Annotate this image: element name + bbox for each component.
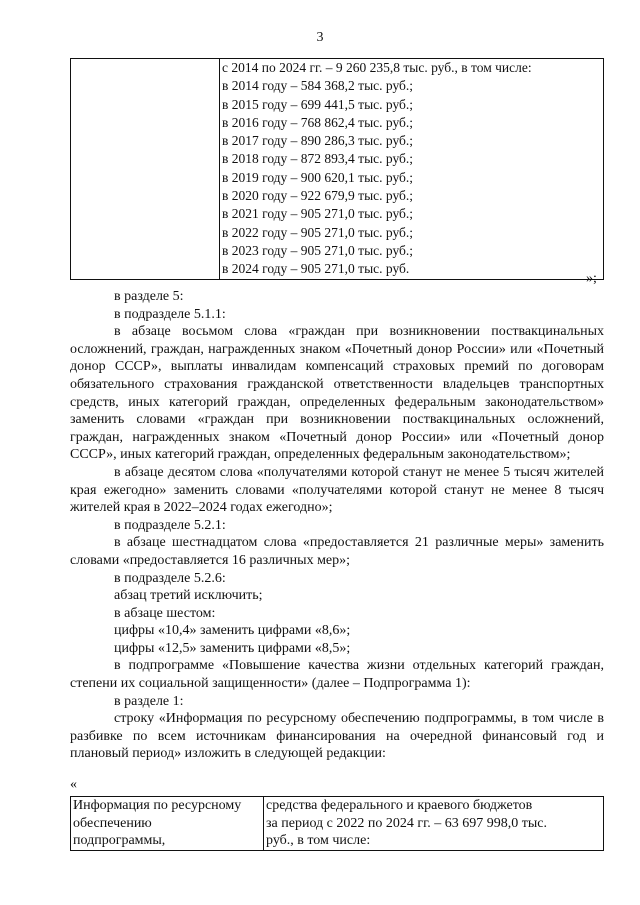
cell-line: Информация по ресурсному xyxy=(73,798,242,813)
paragraph: абзац третий исключить; xyxy=(114,588,263,604)
financing-year-line: в 2024 году – 905 271,0 тыс. руб. xyxy=(222,261,410,277)
paragraph: в абзаце восьмом слова «граждан при возникновении поствакцинальных осложнений, граждан, награжденных знаком «Почетный донор России» или «Почетный донор СССР», выплаты инвалидам компенсаций страховых премий по договорам обязательного страхования гражданской ответственности владельцев транспортных средств, иных категорий граждан, определенных федеральным законодательством» заменить словами «граждан при возникновении поствакцинальных осложнений, граждан, награжденных знаком «Почетный донор России» или «Почетный донор СССР», иных категорий граждан, определенных федеральным законодательством»; xyxy=(70,324,604,463)
financing-year-line: в 2023 году – 905 271,0 тыс. руб.; xyxy=(222,242,414,258)
paragraph: цифры «10,4» заменить цифрами «8,6»; xyxy=(114,623,351,639)
paragraph: в подразделе 5.1.1: xyxy=(114,306,226,322)
page-number: 3 xyxy=(316,30,324,45)
paragraph: в подпрограмме «Повышение качества жизни отдельных категорий граждан, степени их социальной защищенности» (далее – Подпрограмма 1): xyxy=(70,658,604,692)
financing-year-line: в 2018 году – 872 893,4 тыс. руб.; xyxy=(222,151,414,167)
financing-year-line: в 2022 году – 905 271,0 тыс. руб.; xyxy=(222,224,414,240)
resource-table xyxy=(70,796,604,851)
paragraph: в подразделе 5.2.1: xyxy=(114,517,226,533)
table-row xyxy=(71,59,604,280)
financing-table-right-cell xyxy=(220,59,604,280)
financing-total-line: с 2014 по 2024 гг. – 9 260 235,8 тыс. руб., в том числе: xyxy=(222,60,532,75)
financing-year-line: в 2021 году – 905 271,0 тыс. руб.; xyxy=(222,206,414,222)
financing-year-line: в 2014 году – 584 368,2 тыс. руб.; xyxy=(222,78,414,94)
closing-quote-mark: »; xyxy=(586,271,597,286)
paragraph: в разделе 5: xyxy=(114,289,184,304)
cell-line: за период с 2022 по 2024 гг. – 63 697 998,0 тыс. xyxy=(266,815,548,831)
cell-line: обеспечению xyxy=(73,815,152,831)
financing-year-line: в 2020 году – 922 679,9 тыс. руб.; xyxy=(222,188,414,204)
resource-table-left-cell xyxy=(71,797,264,851)
paragraph: цифры «12,5» заменить цифрами «8,5»; xyxy=(114,640,351,656)
opening-quote-mark: « xyxy=(70,777,77,792)
cell-line: руб., в том числе: xyxy=(266,833,371,848)
paragraph: строку «Информация по ресурсному обеспечению подпрограммы, в том числе в разбивке по всем источникам финансирования на очередной финансовый год и плановый период» изложить в следующей редакции: xyxy=(70,711,604,762)
table-row xyxy=(71,797,604,851)
paragraph: в разделе 1: xyxy=(114,693,184,709)
paragraph: в абзаце шестнадцатом слова «предоставляется 21 различные меры» заменить словами «предоставляется 16 различных мер»; xyxy=(70,535,604,568)
amendment-text xyxy=(70,288,604,763)
cell-line: средства федерального и краевого бюджетов xyxy=(266,798,533,813)
financing-year-line: в 2017 году – 890 286,3 тыс. руб.; xyxy=(222,133,414,149)
resource-table-right-cell xyxy=(264,797,604,851)
paragraph: в абзаце десятом слова «получателями которой станут не менее 5 тысяч жителей края ежегодно» заменить словами «получателями которой станут не менее 8 тысяч жителей края в 2022–2024 годах ежегодно»; xyxy=(70,464,604,516)
financing-year-line: в 2019 году – 900 620,1 тыс. руб.; xyxy=(222,169,414,185)
paragraph: в абзаце шестом: xyxy=(114,605,216,621)
paragraph: в подразделе 5.2.6: xyxy=(114,570,226,586)
financing-year-line: в 2016 году – 768 862,4 тыс. руб.; xyxy=(222,114,414,130)
cell-line: подпрограммы, xyxy=(73,833,166,848)
financing-year-line: в 2015 году – 699 441,5 тыс. руб.; xyxy=(222,96,414,112)
financing-table xyxy=(70,58,604,280)
financing-table-left-cell xyxy=(71,59,220,280)
